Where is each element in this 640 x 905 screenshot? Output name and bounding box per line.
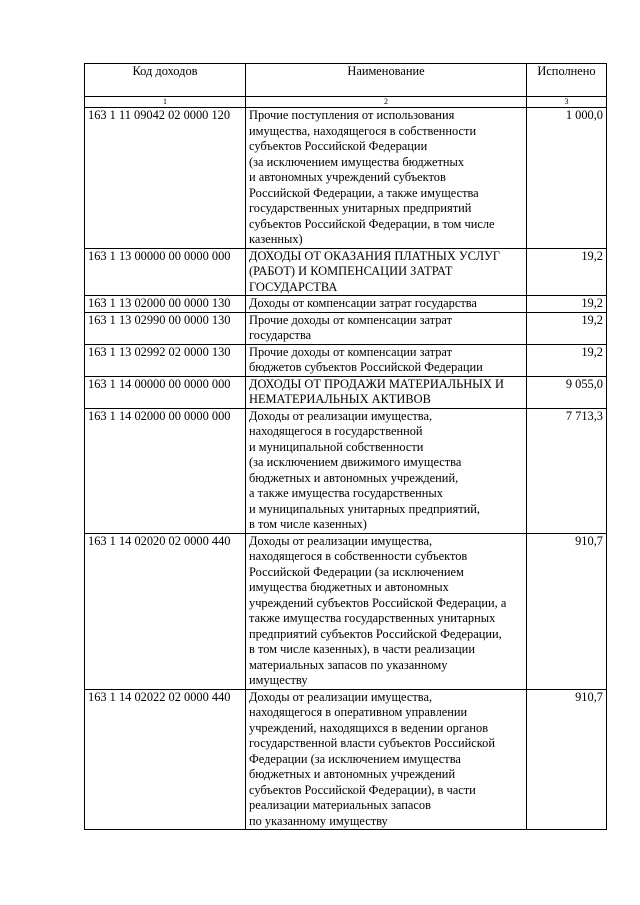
header-name: Наименование [246,64,527,97]
table-row [85,312,607,344]
table-row [85,296,607,313]
table-row [85,408,607,533]
column-number-1: 1 [85,97,246,108]
table-row [85,344,607,376]
row-code: 163 1 13 00000 00 0000 000 [85,248,246,296]
table-header-row [85,64,607,97]
row-code: 163 1 13 02992 02 0000 130 [85,344,246,376]
row-value: 19,2 [527,312,607,344]
row-code: 163 1 13 02000 00 0000 130 [85,296,246,313]
table-row [85,533,607,689]
row-value: 19,2 [527,344,607,376]
row-name: Доходы от реализации имущества, находящегося в оперативном управлении учреждений, находящихся в ведении органов государственной власти субъектов Российской Федерации (за исключением имущества бюджетных и автономных учреждений субъектов Российской Федерации), в части реализации материальных запасов по указанному имуществу [246,689,527,830]
row-code: 163 1 14 00000 00 0000 000 [85,376,246,408]
row-name: Прочие поступления от использования имущества, находящегося в собственности субъектов Российской Федерации (за исключением имущества бюджетных и автономных учреждений субъектов Российской Федерации, а также имущества государственных унитарных предприятий субъектов Российской Федерации, в том числе казенных) [246,108,527,249]
column-number-3: 3 [527,97,607,108]
column-number-row [85,97,607,108]
row-name: Доходы от реализации имущества, находящегося в собственности субъектов Российской Федерации (за исключением имущества бюджетных и автономных учреждений субъектов Российской Федерации, а также имущества государственных унитарных предприятий субъектов Российской Федерации, в том числе казенных), в части реализации материальных запасов по указанному имуществу [246,533,527,689]
row-value: 19,2 [527,248,607,296]
table-row [85,248,607,296]
table-row [85,689,607,830]
table-row [85,376,607,408]
row-value: 1 000,0 [527,108,607,249]
row-value: 910,7 [527,533,607,689]
row-value: 9 055,0 [527,376,607,408]
revenue-table [84,63,607,830]
row-code: 163 1 14 02020 02 0000 440 [85,533,246,689]
table-row [85,108,607,249]
row-value: 910,7 [527,689,607,830]
row-code: 163 1 13 02990 00 0000 130 [85,312,246,344]
row-name: ДОХОДЫ ОТ ПРОДАЖИ МАТЕРИАЛЬНЫХ И НЕМАТЕРИАЛЬНЫХ АКТИВОВ [246,376,527,408]
row-value: 7 713,3 [527,408,607,533]
row-value: 19,2 [527,296,607,313]
row-code: 163 1 14 02000 00 0000 000 [85,408,246,533]
row-name: Доходы от компенсации затрат государства [246,296,527,313]
row-name: ДОХОДЫ ОТ ОКАЗАНИЯ ПЛАТНЫХ УСЛУГ (РАБОТ) И КОМПЕНСАЦИИ ЗАТРАТ ГОСУДАРСТВА [246,248,527,296]
header-code: Код доходов [85,64,246,97]
header-executed: Исполнено [527,64,607,97]
row-name: Доходы от реализации имущества, находящегося в государственной и муниципальной собственности (за исключением движимого имущества бюджетных и автономных учреждений, а также имущества государственных и муниципальных унитарных предприятий, в том числе казенных) [246,408,527,533]
row-name: Прочие доходы от компенсации затрат бюджетов субъектов Российской Федерации [246,344,527,376]
row-code: 163 1 14 02022 02 0000 440 [85,689,246,830]
column-number-2: 2 [246,97,527,108]
row-name: Прочие доходы от компенсации затрат государства [246,312,527,344]
row-code: 163 1 11 09042 02 0000 120 [85,108,246,249]
